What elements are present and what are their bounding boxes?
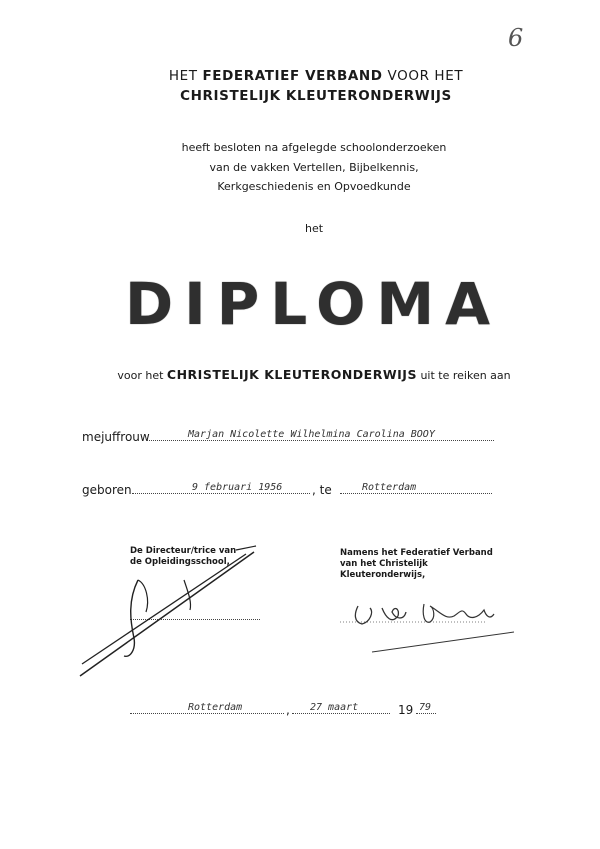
issuer-organisation: CHRISTELIJK KLEUTERONDERWIJS [180, 88, 452, 104]
birth-place-label: , te [312, 483, 332, 497]
federation-caption-line-3: Kleuteronderwijs, [340, 570, 426, 580]
intro-line-2: van de vakken Vertellen, Bijbelkennis, [209, 160, 419, 174]
federation-caption-line-2: van het Christelijk [340, 559, 428, 569]
footer-place-value: Rotterdam [188, 702, 243, 713]
intro-text [0, 138, 600, 197]
footer-year-prefix: 19 [398, 703, 414, 717]
birth-date-value: 9 februari 1956 [192, 482, 283, 493]
purpose-suffix: uit te reiken aan [420, 369, 511, 382]
director-caption-line-1: De Directeur/trice van [130, 546, 237, 556]
name-label: mejuffrouw [82, 430, 150, 444]
footer-year-suffix: 79 [419, 702, 432, 713]
issuer-line-2 [0, 86, 600, 106]
issuer-line-1 [0, 66, 600, 86]
issuer-prefix: HET [168, 68, 198, 84]
director-caption-line-2: de Opleidingsschool, [130, 557, 230, 567]
purpose-prefix: voor het [117, 369, 164, 382]
het-text: het [304, 222, 324, 235]
page-number: 6 [508, 24, 524, 52]
federation-signature-caption [340, 548, 493, 581]
birth-label: geboren [82, 483, 132, 497]
name-value: Marjan Nicolette Wilhelmina Carolina BOOY [188, 429, 435, 440]
issuer-header [0, 66, 600, 106]
issuer-name: FEDERATIEF VERBAND [202, 68, 383, 84]
footer-comma: , [286, 703, 290, 717]
federation-signature-icon [336, 598, 520, 658]
birth-place-value: Rotterdam [362, 482, 417, 493]
purpose-bold: CHRISTELIJK KLEUTERONDERWIJS [166, 367, 417, 382]
footer-date-value: 27 maart [310, 702, 359, 713]
intro-line-3: Kerkgeschiedenis en Opvoedkunde [217, 180, 411, 193]
purpose-line [0, 367, 600, 382]
diploma-title: DIPLOMA [124, 270, 502, 338]
issuer-suffix: VOOR HET [387, 68, 464, 84]
director-signature-icon [76, 540, 266, 685]
intro-line-1: heeft besloten na afgelegde schoolonderzoeken [181, 141, 447, 154]
federation-caption-line-1: Namens het Federatief Verband [340, 548, 493, 558]
